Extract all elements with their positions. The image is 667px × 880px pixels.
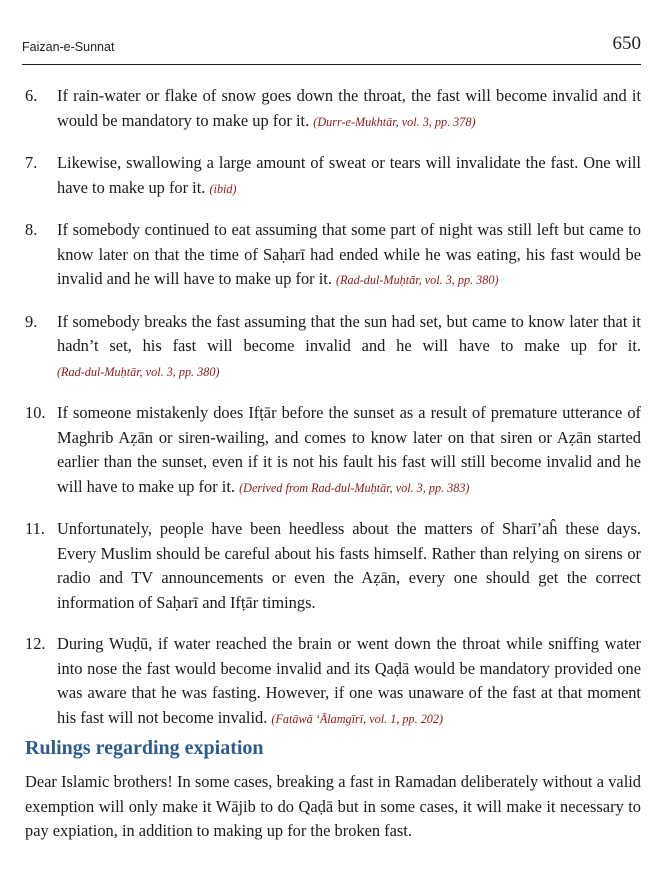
- ruling-text: During Wuḍū, if water reached the brain or went down the throat while sniffing water into nose the fast would become invalid and its Qaḍā would be mandatory provided one was aware that he was fasting. However, if one was unaware of the fast at that moment his fast will not become invalid.: [57, 634, 641, 727]
- section-paragraph: Dear Islamic brothers! In some cases, breaking a fast in Ramadan deliberately without a valid exemption will only make it Wājib to do Qaḍā but in some cases, it will make it necessary to pay expiation, in addition to making up for the broken fast.: [25, 772, 641, 840]
- ruling-number: 10.: [25, 403, 46, 422]
- ruling-text: If someone mistakenly does Ifṭār before the sunset as a result of premature utterance of Maghrib Aẓān or siren-wailing, and comes to know later on that siren or Aẓān started earlier than the sunset, even if it is not his fault his fast will still become invalid and he will have to make up for it.: [57, 403, 641, 496]
- ruling-text-block: [57, 632, 641, 731]
- ruling-reference: (Durr-e-Mukhtār, vol. 3, pp. 378): [313, 114, 476, 129]
- ruling-text-block: [57, 310, 641, 385]
- ruling-item-7: [25, 151, 641, 201]
- ruling-number: 8.: [25, 220, 38, 239]
- ruling-reference: (Rad-dul-Muḥtār, vol. 3, pp. 380): [57, 364, 220, 379]
- ruling-reference: (Fatāwā ‘Ālamgīrī, vol. 1, pp. 202): [271, 711, 444, 726]
- ruling-number: 9.: [25, 311, 38, 331]
- ruling-text: If somebody breaks the fast assuming that the sun had set, but came to know later that it hadn’t set, his fast will become invalid and he will have to make up for it.: [57, 311, 641, 355]
- running-title: Faizan-e-Sunnat: [22, 40, 115, 54]
- ruling-item-6: [25, 84, 641, 134]
- ruling-text-block: [57, 151, 641, 201]
- section-heading: Rulings regarding expiation: [25, 737, 264, 759]
- ruling-text-block: [57, 84, 641, 134]
- ruling-item-8: [25, 218, 641, 293]
- ruling-number: 12.: [25, 634, 46, 653]
- ruling-number: 11.: [25, 519, 45, 538]
- ruling-item-9: [25, 310, 641, 385]
- ruling-text-block: [57, 401, 641, 500]
- page-number: 650: [612, 33, 641, 54]
- ruling-item-11: [25, 517, 641, 615]
- ruling-text: If somebody continued to eat assuming that some part of night was still left but came to know later on that the time of Saḥarī had ended while he was eating, his fast would be invalid and he will have to make up for it.: [57, 220, 641, 288]
- rulings-list: [25, 84, 641, 748]
- ruling-number: 6.: [25, 86, 38, 105]
- ruling-text: If rain-water or flake of snow goes down the throat, the fast will become invalid and it would be mandatory to make up for it.: [57, 86, 641, 130]
- ruling-reference: (Derived from Rad-dul-Muḥtār, vol. 3, pp. 383): [239, 480, 470, 495]
- ruling-reference: (Rad-dul-Muḥtār, vol. 3, pp. 380): [336, 273, 499, 287]
- ruling-text-block: [57, 218, 641, 293]
- ruling-item-12: [25, 632, 641, 731]
- ruling-text-block: [57, 517, 641, 615]
- ruling-text: Likewise, swallowing a large amount of sweat or tears will invalidate the fast. One will have to make up for it.: [57, 153, 641, 197]
- ruling-reference: (ibid): [209, 181, 237, 196]
- ruling-item-10: [25, 401, 641, 500]
- ruling-text: Unfortunately, people have been heedless about the matters of Sharī’aĥ these days. Every Muslim should be careful about his fasts himself. Rather than relying on sirens or radio and TV announcements or even the Aẓān, every one should get the correct information of Saḥarī and Ifṭār timings.: [57, 519, 641, 612]
- page-header: [22, 28, 641, 65]
- ruling-number: 7.: [25, 153, 38, 172]
